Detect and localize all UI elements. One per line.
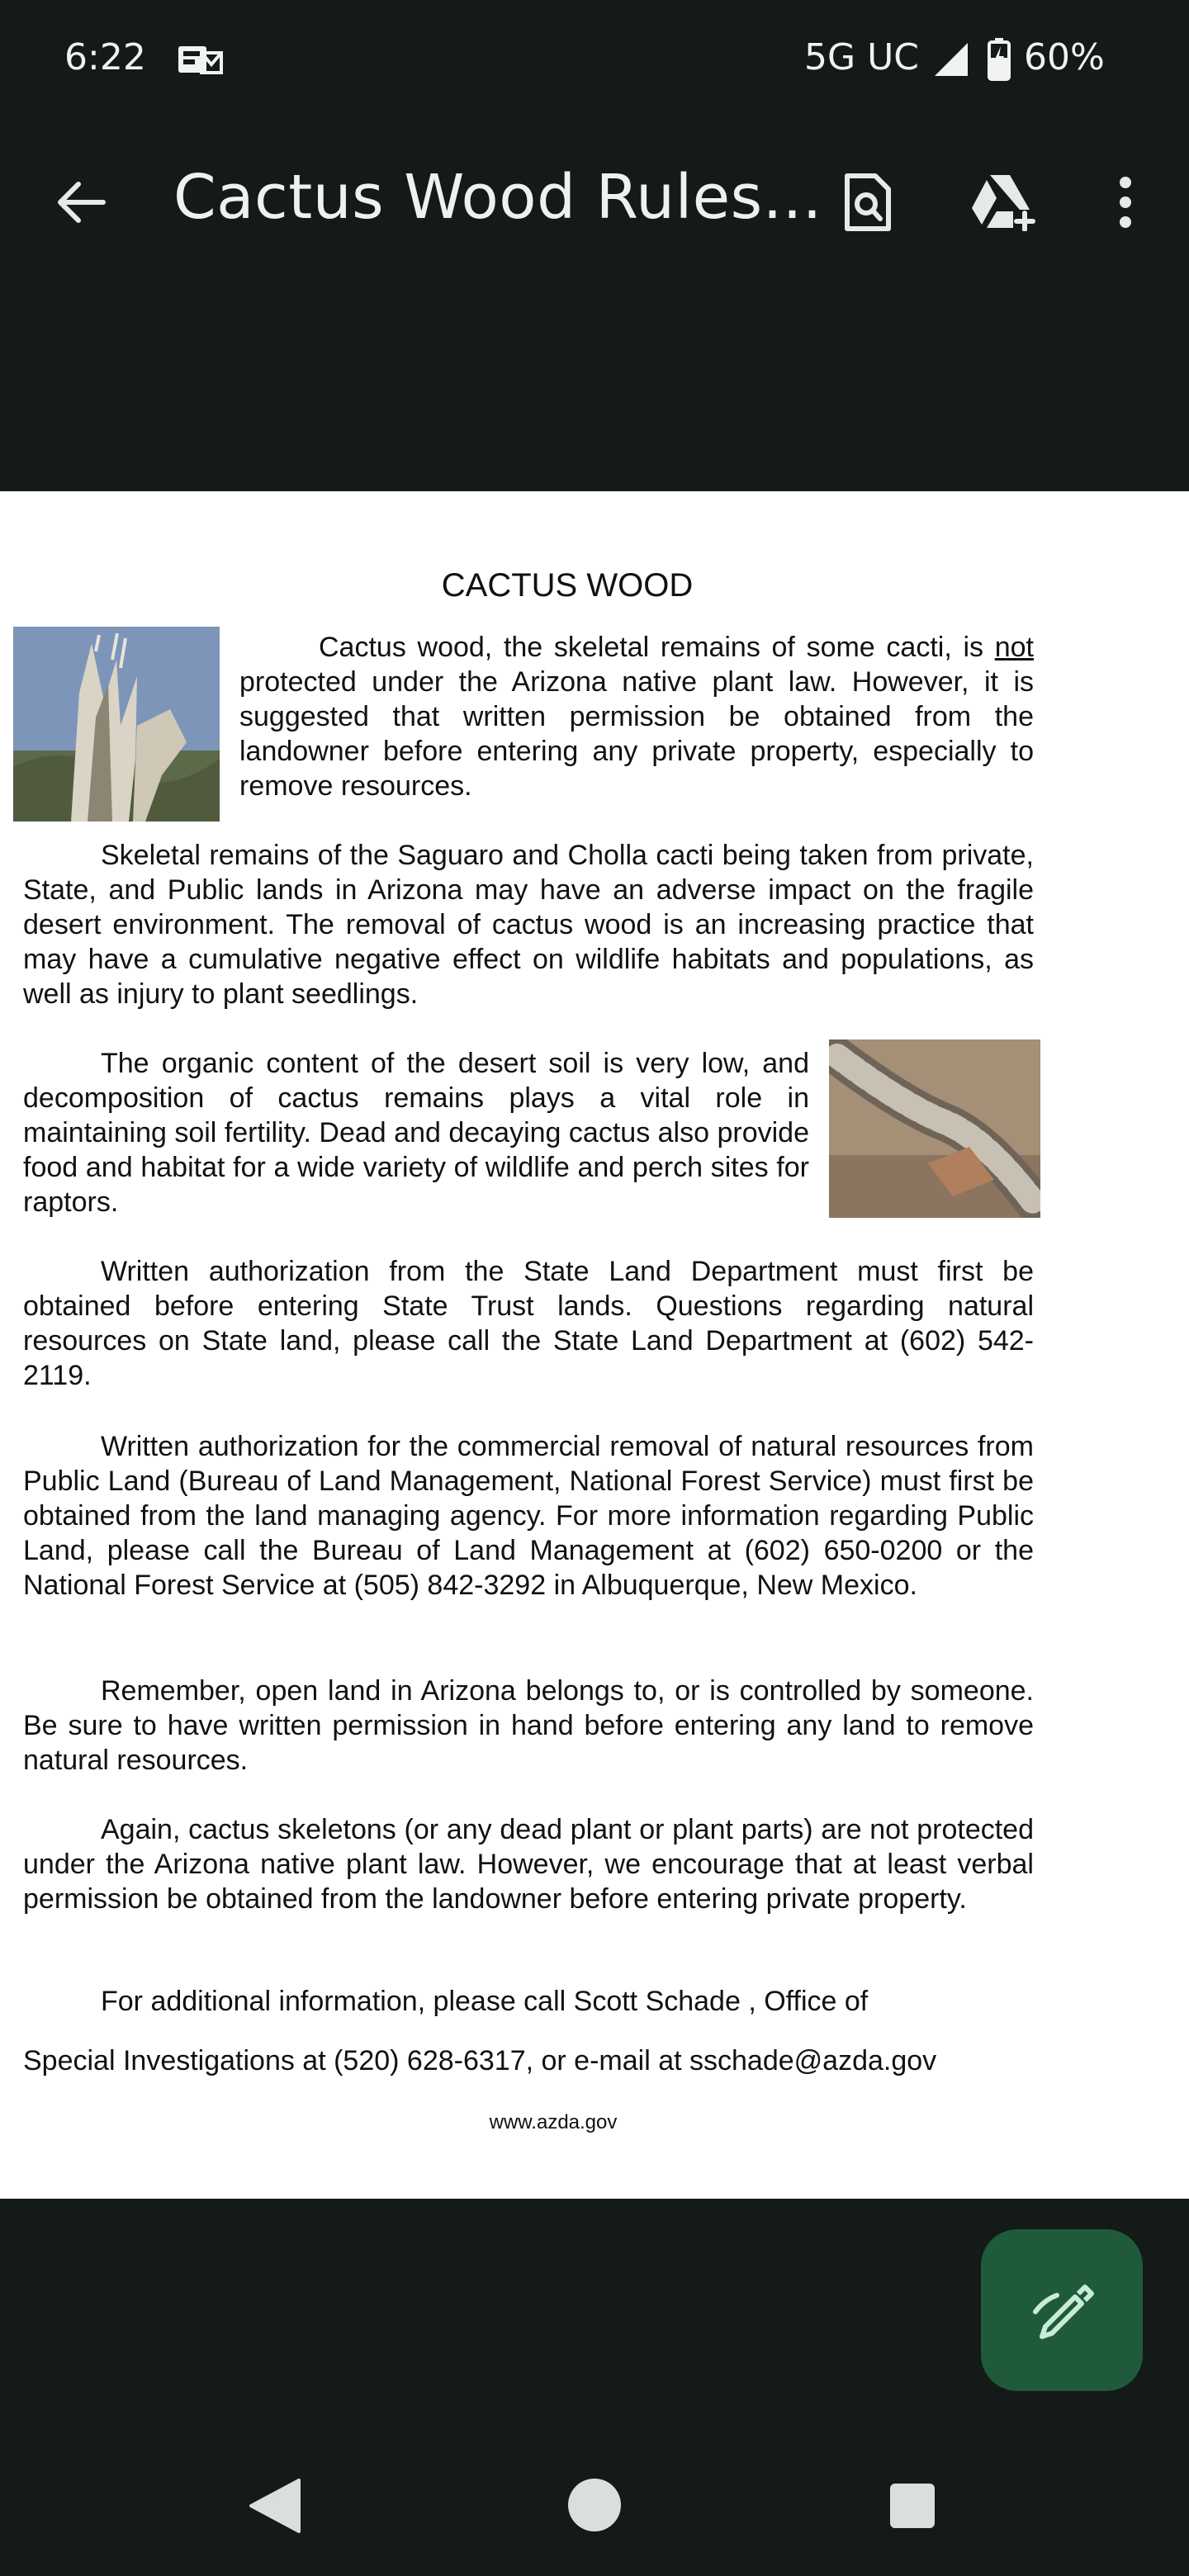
more-vert-icon: [1117, 176, 1134, 229]
paragraph-6: [23, 1674, 1034, 1778]
battery-percent: 60%: [1024, 36, 1105, 78]
status-bar: [0, 0, 1189, 120]
paragraph-1-underlined: not: [994, 632, 1034, 663]
saguaro-skeleton-image: [13, 627, 220, 822]
edit-pen-icon: [1027, 2275, 1097, 2345]
drive-add-icon: [969, 173, 1038, 231]
paragraph-2: [23, 838, 1034, 1011]
paragraph-2-text: Skeletal remains of the Saguaro and Cholla cacti being taken from private, State, and Public lands in Arizona may have an adverse impact on the fragile desert environment. The removal of cactus wood is an increasing practice that may have a cumulative negative effect on wildlife habitats and populations, as well as injury to plant seedlings.: [23, 840, 1034, 1010]
paragraph-1-text-a: Cactus wood, the skeletal remains of some cacti, is: [319, 632, 995, 663]
paragraph-9-text: Special Investigations at (520) 628-6317, or e-mail at sschade@azda.gov: [23, 2045, 937, 2076]
document-title: Cactus Wood Rules...: [173, 162, 822, 233]
document-heading: CACTUS WOOD: [441, 567, 694, 604]
nav-back-icon[interactable]: [248, 2479, 306, 2533]
paragraph-3: [23, 1046, 809, 1219]
signal-icon: [933, 41, 969, 78]
paragraph-4-text: Written authorization from the State Land Department must first be obtained before entering State Trust lands. Questions regarding natural resources on State land, please call the State Land Department at (602) 542-2119.: [23, 1256, 1034, 1391]
back-button[interactable]: [48, 165, 114, 239]
status-time: 6:22: [64, 36, 146, 78]
paragraph-5: [23, 1429, 1034, 1603]
paragraph-7: [23, 1812, 1034, 1916]
notification-icon: [177, 43, 223, 76]
add-to-drive-button[interactable]: [966, 165, 1040, 239]
paragraph-7-text: Again, cactus skeletons (or any dead plant or plant parts) are not protected under the Arizona native plant law. However, we encourage that at least verbal permission be obtained from the landowner before entering private property.: [23, 1814, 1034, 1915]
paragraph-1-text-b: protected under the Arizona native plant law. However, it is suggested that written permission be obtained from the landowner before entering any private property, especially to remove resources.: [239, 666, 1034, 802]
paragraph-3-text: The organic content of the desert soil is very low, and decomposition of cactus remains plays a vital role in maintaining soil fertility. Dead and decaying cactus also provide food and habitat for a wide variety of wildlife and perch sites for raptors.: [23, 1048, 809, 1218]
search-document-button[interactable]: [832, 165, 903, 239]
paragraph-8-text: For additional information, please call Scott Schade , Office of: [101, 1986, 869, 2017]
network-type: 5G UC: [804, 36, 920, 78]
paragraph-5-text: Written authorization for the commercial removal of natural resources from Public Land (Bureau of Land Management, National Forest Service) must first be obtained from the land managing agency. For more information regarding Public Land, please call the Bureau of Land Management at (602) 650-0200 or the National Forest Service at (505) 842-3292 in Albuquerque, New Mexico.: [23, 1431, 1034, 1601]
paragraph-4: [23, 1254, 1034, 1393]
more-options-button[interactable]: [1105, 165, 1146, 239]
back-arrow-icon: [55, 180, 107, 225]
cholla-skeleton-image: [829, 1039, 1040, 1218]
paragraph-1: [239, 630, 1034, 803]
paragraph-8: [23, 1984, 1034, 2019]
paragraph-9: [23, 2043, 1034, 2078]
nav-recents-icon[interactable]: [890, 2484, 935, 2528]
edit-fab-button[interactable]: [981, 2229, 1143, 2391]
search-document-icon: [842, 173, 893, 232]
website-link[interactable]: www.azda.gov: [489, 2111, 618, 2133]
paragraph-6-text: Remember, open land in Arizona belongs to, or is controlled by someone. Be sure to have written permission in hand before entering any land to remove natural resources.: [23, 1675, 1034, 1776]
nav-home-icon[interactable]: [568, 2479, 621, 2531]
battery-charging-icon: [988, 38, 1011, 81]
document-page: [0, 491, 1189, 2199]
